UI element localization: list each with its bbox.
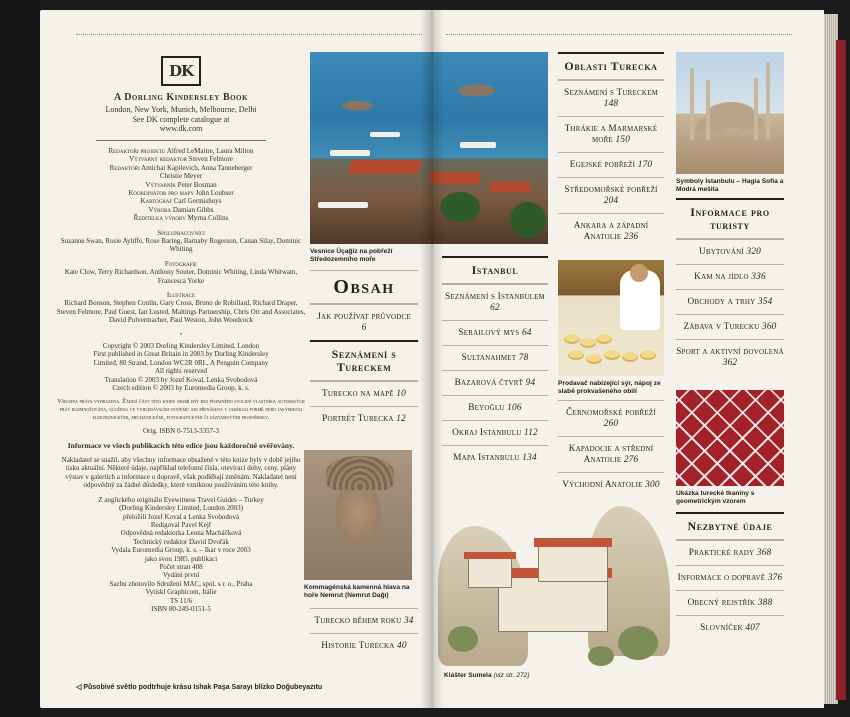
illustration-credits: Ilustrace Richard Bonson, Stephen Conlin, Gary Cross, Bruno de Robillard, Richard Draper, Steven Felmore, Paul Guest, Ian Lusted, Maltings Partnership, Chris Orr and Associates, David Pulvermacher, Paul Weston, John Woodcock [56, 291, 306, 325]
toc-entry[interactable]: Informace o dopravě 376 [676, 565, 784, 590]
publisher-name: A Dorling Kindersley Book [114, 92, 248, 103]
publisher-cities: London, New York, Munich, Melbourne, Delhi [105, 105, 257, 115]
toc-entry[interactable]: Mapa Istanbulu 134 [442, 445, 548, 470]
toc-section-essentials[interactable]: Nezbytné údaje [676, 512, 784, 540]
toc-entry[interactable]: Okraj Istanbulu 112 [442, 420, 548, 445]
info-verified-note: Informace ve všech publikacích této edice jsou každoročně ověřovány. [67, 440, 295, 450]
toc-entry[interactable]: Egejské pobřeží 170 [558, 152, 664, 177]
toc-entry[interactable]: Kapadocie a střední Anatolie 276 [558, 436, 664, 472]
contributors: Spolupracovníci Suzanne Swan, Rosie Ayliffe, Rose Baring, Barnaby Rogerson, Canan Silay, Dominic Whiting [60, 228, 302, 254]
toc-entry[interactable]: Portrét Turecka 12 [310, 406, 418, 431]
toc-entry[interactable]: Turecko během roku 34 [310, 608, 418, 633]
top-dotted-rule-right [446, 34, 792, 35]
toc-column-info [676, 198, 784, 375]
statue-caption: Kommagénská kamenná hlava na hoře Nemrut (Nemrut Dağı) [304, 584, 410, 599]
toc-column-main-bottom [310, 608, 418, 658]
toc-entry[interactable]: Středomořské pobřeží 204 [558, 177, 664, 213]
toc-entry[interactable]: Seznámení s Tureckem 148 [558, 80, 664, 116]
divider [96, 140, 266, 141]
toc-title: Obsah [310, 270, 418, 304]
imprint: Z anglického originálu Eyewitness Travel Guides – Turkey (Dorling Kindersley Limited, London 2003) přeložili Jozef Koval a Lenka Svobodová Redigoval Pavel Kejř Odpovědná redaktorka Leona Macháčková Technický redaktor David Dvořák Vydala Euromedia Group, k. s. – Ikar v roce 2003 jako svou 1985. publikaci Počet stran 408 Vydání první Sazbu zhotovilo Sdružení MAC, spol. s r. o., Praha Vytiskl Graphicom, Itálie TS 11/6 ISBN 80-249-0151-5 [98, 495, 264, 613]
toc-section-regions[interactable]: Oblasti Turecka [558, 52, 664, 80]
toc-section-istanbul[interactable]: Istanbul [442, 256, 548, 284]
dk-logo: DK [161, 56, 201, 86]
copyright-block: Copyright © 2003 Dorling Kindersley Limited, London First published in Great Britain in 2003 by Dorling Kindersley Limited, 80 Strand, London WC2R 0RL, A Penguin Company All rights reserved Translation © 2003 by Jozef Koval, Lenka Svobodová Czech edition © 2003 by Euromedia Group, k. s. [93, 342, 269, 393]
toc-entry[interactable]: Obecný rejstřík 388 [676, 590, 784, 615]
original-isbn: Orig. ISBN 0-7513-3357-3 [142, 427, 220, 436]
cheese-caption: Prodavač nabízející sýr, nápoj ze slabě prokvašeného obilí [558, 380, 661, 395]
toc-entry[interactable]: Beyoğlu 106 [442, 395, 548, 420]
toc-entry[interactable]: Východní Anatolie 300 [558, 472, 664, 497]
cheese-seller-photo [558, 260, 664, 376]
toc-entry[interactable]: Bazarová čtvrť 94 [442, 370, 548, 395]
toc-column-istanbul [442, 256, 548, 470]
rights-notice: Všechna práva vyhrazena. Žádná část této knihy nesmí být bez písemného svolení vlastníka autorských práv rozmnožována, uložena ve vyhledávacím systému ani přenášena v jakékoli formě nebo jakýmikoli elektronickými, mechanickými, fotografickými či záznamovými prostředky. [57, 398, 305, 421]
nemrut-statue-photo [304, 450, 412, 580]
toc-column-regions [558, 52, 664, 249]
website: www.dk.com [159, 124, 203, 134]
toc-entry[interactable]: Ubytování 320 [676, 239, 784, 264]
kilim-photo [676, 390, 784, 486]
book-cover-edge [836, 40, 846, 700]
toc-entry[interactable]: Thrákie a Marmarské moře 150 [558, 116, 664, 152]
photography-credits: Fotografie Kate Clow, Terry Richardson, Anthony Souter, Dominic Whiting, Linda Whitwam, Francesca Yorke [64, 259, 298, 285]
istanbul-mosque-photo [676, 52, 784, 174]
mosque-caption: Symboly Istanbulu – Hagia Sofia a Modrá mešita [676, 178, 784, 193]
toc-entry[interactable]: Černomořské pobřeží 260 [558, 400, 664, 436]
toc-entry[interactable]: Sport a aktivní dovolená 362 [676, 339, 784, 375]
toc-entry[interactable]: Turecko na mapě 10 [310, 381, 418, 406]
toc-entry[interactable]: Ankara a západní Anatolie 236 [558, 213, 664, 249]
top-dotted-rule-left [76, 34, 422, 35]
toc-section-info[interactable]: Informace pro turisty [676, 198, 784, 239]
toc-entry[interactable]: Historie Turecka 40 [310, 633, 418, 658]
toc-entry[interactable]: Serailový mys 64 [442, 320, 548, 345]
cover-photo-caption: ◁ Působivé světlo podtrhuje krásu Ishak Paşa Sarayı blízko Doğubeyazıtu [76, 684, 323, 691]
toc-entry[interactable]: Sultanahmet 78 [442, 345, 548, 370]
toc-column-regions-bottom [558, 400, 664, 497]
credits-column [56, 56, 306, 619]
toc-column-essentials [676, 512, 784, 640]
bullet: • [179, 331, 183, 338]
catalogue-note: See DK complete catalogue at [132, 114, 230, 124]
sumela-monastery-illustration [438, 506, 670, 666]
toc-entry[interactable]: Praktické rady 368 [676, 540, 784, 565]
toc-section-intro[interactable]: Seznámení s Tureckem [310, 340, 418, 381]
credits-list: Redaktoři projektu Alfred LeMaitre, Laura Milton Výtvarný redaktor Steven Felmore Redaktoři Amichai Kapilevich, Anna Tanneberger Christie Meyer Výtvarník Peter Bosman Koordinátor pro mapy John Loubser Kartograf Carl Germishuys Výroba Damian Gibbs Ředitelka výroby Myrna Collins [108, 146, 254, 223]
toc-column-main [310, 270, 418, 431]
toc-entry[interactable]: Slovníček 407 [676, 615, 784, 640]
toc-entry[interactable]: Zábava v Turecku 360 [676, 314, 784, 339]
monastery-caption: Klášter Sumela (viz str. 272) [444, 672, 530, 679]
toc-entry[interactable]: Jak používat průvodce 6 [310, 304, 418, 340]
harbor-caption: Vesnice Üçağiz na pobřeží Středozemního moře [310, 248, 393, 263]
toc-entry[interactable]: Seznámení s Istanbulem 62 [442, 284, 548, 320]
toc-entry[interactable]: Obchody a trhy 354 [676, 289, 784, 314]
toc-entry[interactable]: Kam na jídlo 336 [676, 264, 784, 289]
book-spread [10, 10, 826, 708]
kilim-caption: Ukázka turecké tkaniny s geometrickým vzorem [676, 490, 755, 505]
disclaimer: Nakladatel se snažil, aby všechny informace obsažené v této knize byly v době jejího tisku aktuální. Některé údaje, například telefonní čísla, otevírací doby, ceny, plány výstav v galeriích a informace o dopravě, však podléhají změnám. Nakladatel není odpovědný za žádné důsledky, které vzniknou používáním této knihy. [61, 456, 301, 490]
book-gutter-shadow [420, 10, 444, 708]
